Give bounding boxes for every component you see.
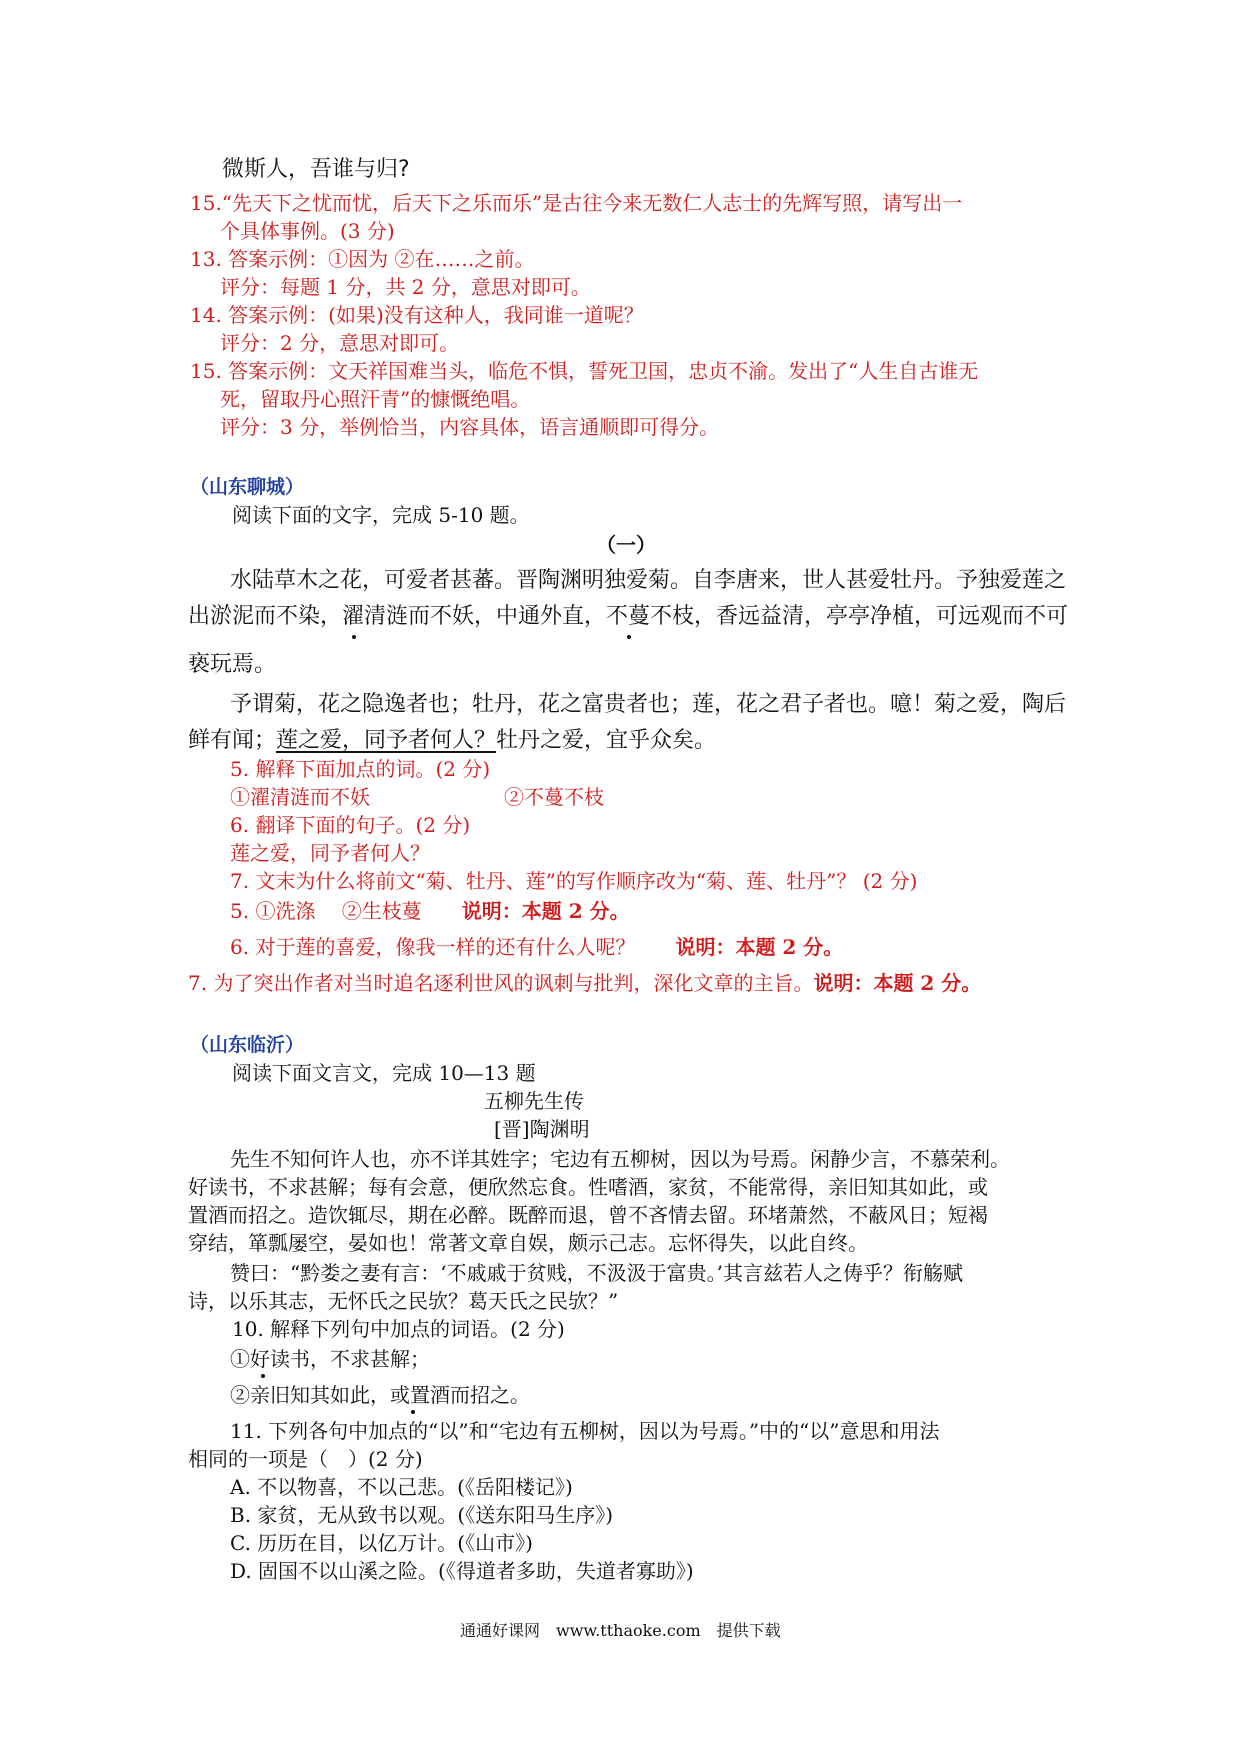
question-6: 6. 翻译下面的句子。(2 分) [230,813,471,837]
passage-title: 五柳先生传 [484,1089,584,1113]
passage-line: 赞曰：“黔娄之妻有言：‘不戚戚于贫贱，不汲汲于富贵。’其言兹若人之俦乎？衔觞赋 [230,1261,963,1285]
answer-note: 说明：本题 2 分。 [813,971,982,995]
answer-note: 说明：本题 2 分。 [675,935,844,959]
question-7: 7. 文末为什么将前文“菊、牡丹、莲”的写作顺序改为“菊、莲、牡丹”？ (2 分) [230,869,918,893]
answer-15: 15. 答案示例：文天祥国难当头，临危不惧，誓死卫国，忠贞不渝。发出了“人生自古谁无 [190,359,979,383]
question-6-sentence: 莲之爱，同予者何人？ [230,841,430,865]
passage-author: [晋]陶渊明 [494,1117,590,1141]
emphasis-dot [411,1410,415,1414]
emphasis-dot [627,635,631,639]
section-heading: （一） [596,533,656,557]
instruction: 阅读下面的文字，完成 5-10 题。 [232,503,530,527]
text-line: 微斯人，吾谁与归? [222,157,410,182]
answer-note: 说明：本题 2 分。 [461,899,630,923]
passage-line: 水陆草木之花，可爱者甚蕃。晋陶渊明独爱菊。自李唐来，世人甚爱牡丹。予独爱莲之 [230,568,1067,593]
question-10-item-2: ②亲旧知其如此，或置酒而招之。 [230,1383,530,1407]
emphasis-dot [352,635,356,639]
answer-5 [230,898,630,924]
answer-text: 7. 为了突出作者对当时追名逐利世风的讽刺与批判，深化文章的主旨。 [188,971,814,995]
question-15-cont: 个具体事例。(3 分) [220,219,395,243]
question-15: 15.“先天下之忧而忧，后天下之乐而乐”是古往今来无数仁人志士的先辉写照，请写出一 [190,191,963,215]
answer-14: 14. 答案示例：(如果)没有这种人，我同谁一道呢？ [190,303,644,327]
underlined-sentence: 莲之爱，同予者何人？ [276,728,497,753]
passage-line: 出淤泥而不染，濯清涟而不妖，中通外直，不蔓不枝，香远益清，亭亭净植，可远观而不可 [188,604,1069,629]
option-c: C. 历历在目，以亿万计。(《山市》) [230,1531,533,1555]
region-label: （山东聊城） [190,476,305,498]
question-10-item-1: ①好读书，不求甚解； [230,1347,430,1371]
passage-line: 予谓菊，花之隐逸者也；牡丹，花之富贵者也；莲，花之君子者也。噫！菊之爱，陶后 [230,692,1067,717]
page-footer: 通通好课网 www.tthaoke.com 提供下载 [460,1621,781,1640]
passage-line: 先生不知何许人也，亦不详其姓字；宅边有五柳树，因以为号焉。闲静少言，不慕荣利。 [230,1147,1010,1171]
answer-6 [230,934,843,960]
question-10: 10. 解释下列句中加点的词语。(2 分) [232,1317,565,1341]
option-b: B. 家贫，无从致书以观。(《送东阳马生序》) [230,1503,614,1527]
passage-line: 亵玩焉。 [188,652,277,677]
option-d: D. 固国不以山溪之险。(《得道者多助，失道者寡助》) [230,1559,694,1583]
instruction: 阅读下面文言文，完成 10—13 题 [232,1061,536,1085]
passage-text: 牡丹之爱，宜乎众矣。 [496,728,717,753]
answer-text: 5. ①洗涤 ②生枝蔓 [230,899,422,923]
answer-7 [188,970,981,996]
answer-13: 13. 答案示例：①因为 ②在……之前。 [190,247,535,271]
region-label: （山东临沂） [190,1034,305,1056]
passage-line: 诗，以乐其志，无怀氏之民欤？葛天氏之民欤？” [188,1289,619,1313]
answer-text: 6. 对于莲的喜爱，像我一样的还有什么人呢？ [230,935,636,959]
question-11: 11. 下列各句中加点的“以”和“宅边有五柳树，因以为号焉。”中的“以”意思和用法 [230,1419,940,1443]
passage-text: 鲜有闻； [188,728,277,753]
passage-line [188,726,716,756]
question-11-cont: 相同的一项是（ ）(2 分) [188,1447,423,1471]
question-5-item-1: ①濯清涟而不妖 [230,785,370,809]
answer-15-score: 评分：3 分，举例恰当，内容具体，语言通顺即可得分。 [220,415,720,439]
question-5-item-2: ②不蔓不枝 [504,785,604,809]
passage-line: 好读书，不求甚解；每有会意，便欣然忘食。性嗜酒，家贫，不能常得，亲旧知其如此，或 [188,1175,988,1199]
answer-15-cont: 死，留取丹心照汗青”的慷慨绝唱。 [220,387,531,411]
answer-13-score: 评分：每题 1 分，共 2 分，意思对即可。 [220,275,591,299]
passage-line: 穿结，箪瓢屡空，晏如也！常著文章自娱，颇示己志。忘怀得失，以此自终。 [188,1231,868,1255]
question-5: 5. 解释下面加点的词。(2 分) [230,757,491,781]
option-a: A. 不以物喜，不以己悲。(《岳阳楼记》) [230,1475,573,1499]
passage-line: 置酒而招之。造饮辄尽，期在必醉。既醉而退，曾不吝情去留。环堵萧然，不蔽风日；短褐 [188,1203,988,1227]
emphasis-dot [261,1374,265,1378]
answer-14-score: 评分：2 分，意思对即可。 [220,331,460,355]
